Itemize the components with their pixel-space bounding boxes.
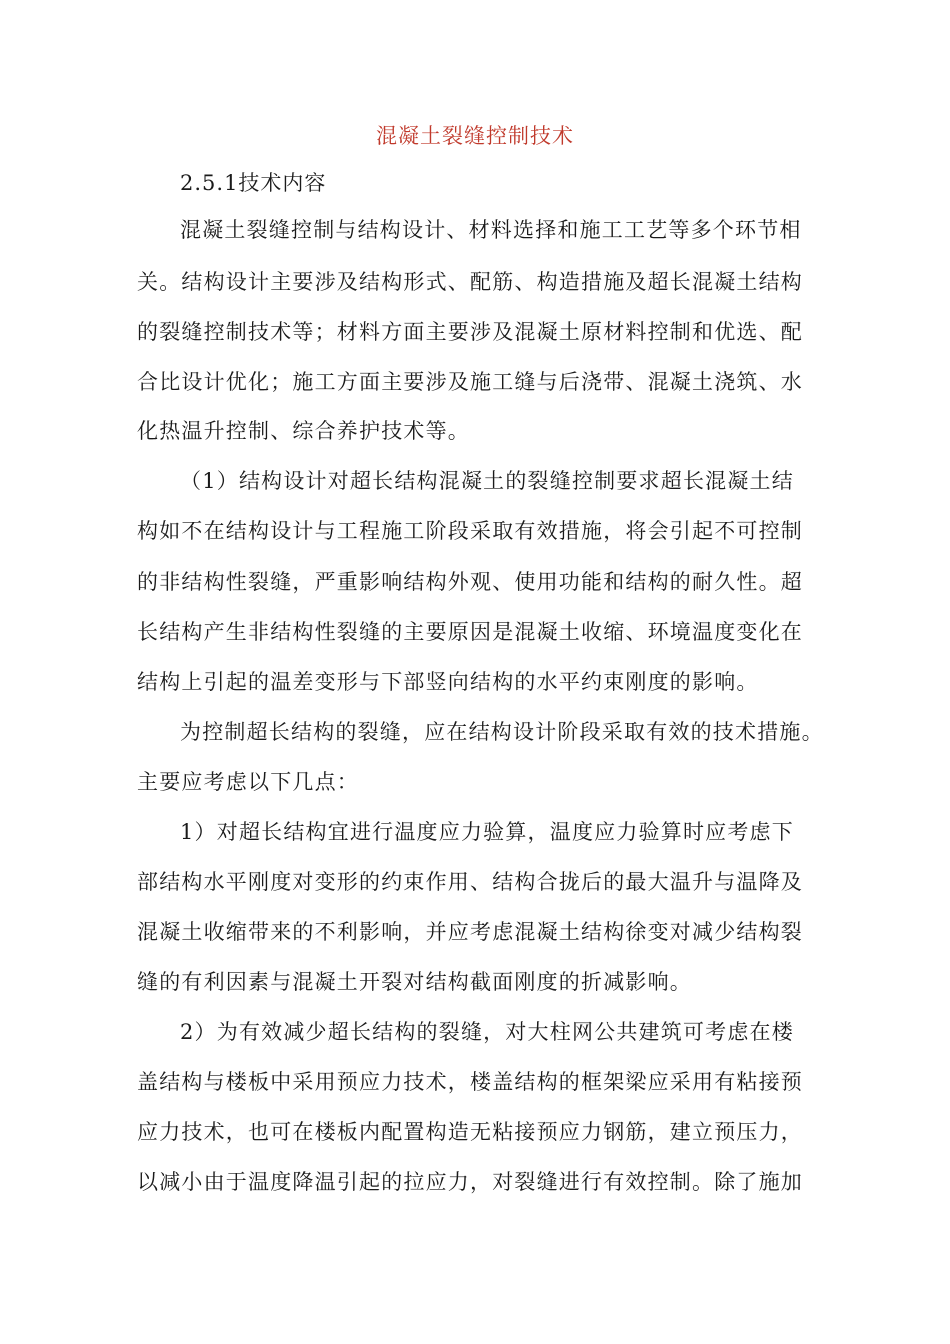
paragraph-line: 盖结构与楼板中采用预应力技术，楼盖结构的框架梁应采用有粘接预 (137, 1070, 803, 1094)
paragraph-line: 合比设计优化；施工方面主要涉及施工缝与后浇带、混凝土浇筑、水 (137, 370, 803, 394)
document-title: 混凝土裂缝控制技术 (376, 124, 574, 148)
paragraph-line: （1）结构设计对超长结构混凝土的裂缝控制要求超长混凝土结 (180, 469, 794, 493)
paragraph-line: 部结构水平刚度对变形的约束作用、结构合拢后的最大温升与温降及 (137, 870, 803, 894)
paragraph-line: 缝的有利因素与混凝土开裂对结构截面刚度的折减影响。 (137, 970, 692, 994)
paragraph-line: 为控制超长结构的裂缝，应在结构设计阶段采取有效的技术措施。 (180, 720, 824, 744)
paragraph-line: 主要应考虑以下几点： (137, 770, 359, 794)
paragraph-line: 混凝土收缩带来的不利影响，并应考虑混凝土结构徐变对减少结构裂 (137, 920, 803, 944)
paragraph-line: 结构上引起的温差变形与下部竖向结构的水平约束刚度的影响。 (137, 670, 759, 694)
paragraph-line: 的裂缝控制技术等；材料方面主要涉及混凝土原材料控制和优选、配 (137, 320, 803, 344)
paragraph-line: 关。结构设计主要涉及结构形式、配筋、构造措施及超长混凝土结构 (137, 270, 803, 294)
paragraph-line: 应力技术，也可在楼板内配置构造无粘接预应力钢筋，建立预压力， (137, 1120, 803, 1144)
paragraph-line: 的非结构性裂缝，严重影响结构外观、使用功能和结构的耐久性。超 (137, 570, 803, 594)
paragraph-line: 2）为有效减少超长结构的裂缝，对大柱网公共建筑可考虑在楼 (180, 1020, 794, 1044)
paragraph-line: 混凝土裂缝控制与结构设计、材料选择和施工工艺等多个环节相 (180, 218, 802, 242)
paragraph-line: 1）对超长结构宜进行温度应力验算，温度应力验算时应考虑下 (180, 820, 794, 844)
paragraph-line: 构如不在结构设计与工程施工阶段采取有效措施，将会引起不可控制 (137, 519, 803, 543)
paragraph-line: 化热温升控制、综合养护技术等。 (137, 419, 470, 443)
paragraph-line: 长结构产生非结构性裂缝的主要原因是混凝土收缩、环境温度变化在 (137, 620, 803, 644)
paragraph-line: 以减小由于温度降温引起的拉应力，对裂缝进行有效控制。除了施加 (137, 1170, 803, 1194)
section-heading: 2.5.1技术内容 (180, 171, 327, 195)
